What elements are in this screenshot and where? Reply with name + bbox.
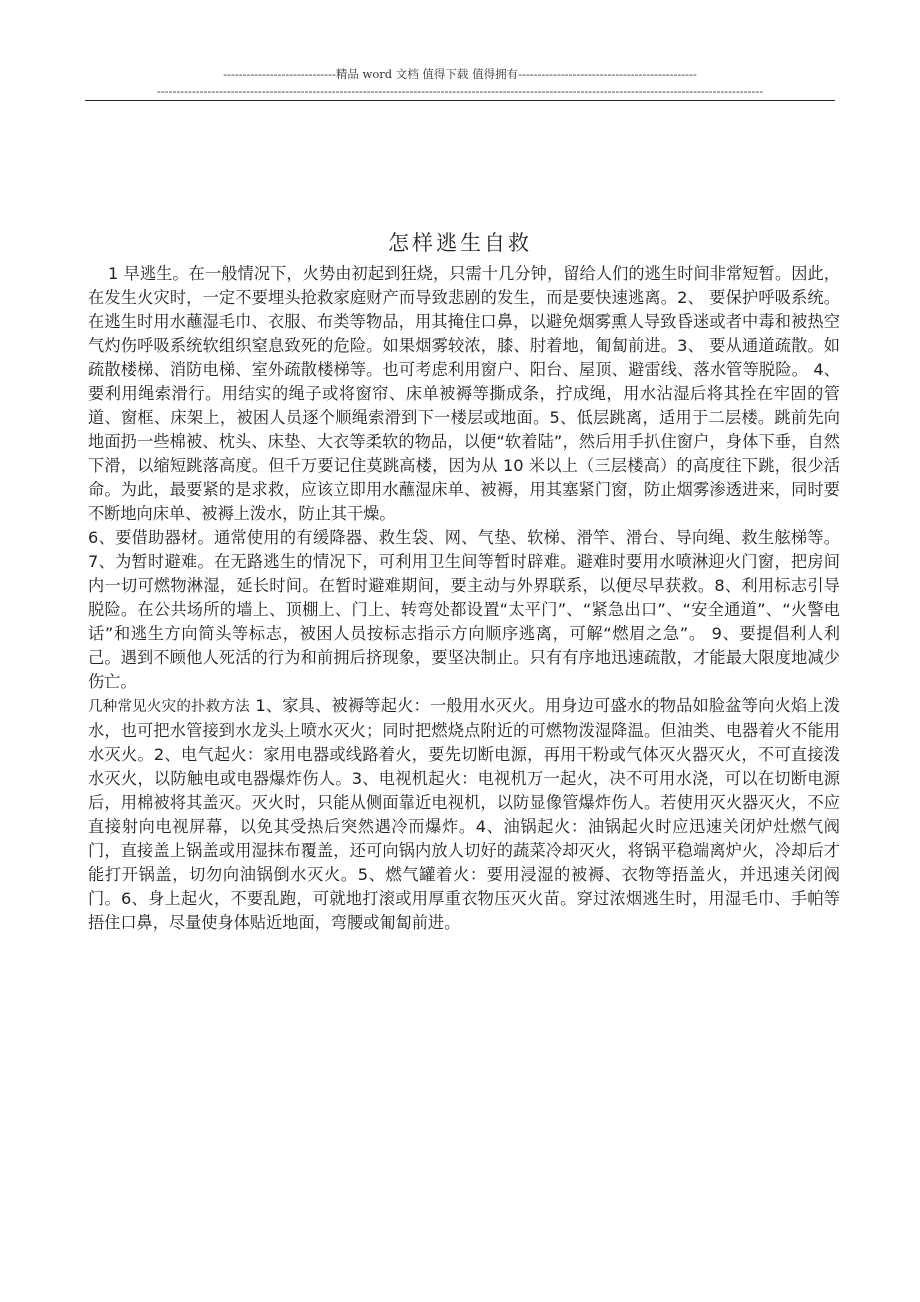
paragraph-fire-fighting bbox=[88, 694, 840, 935]
paragraph-escape-tips-continued: 6、要借助器材。通常使用的有缓降器、救生袋、网、气垫、软梯、滑竿、滑台、导向绳、救生舷梯等。 7、为暂时避难。在无路逃生的情况下，可利用卫生间等暂时辟难。避难时要用水喷淋迎火门窗，把房间内一切可燃物淋湿，延长时间。在暂时避难期间，要主动与外界联系，以便尽早获救。8、利用标志引导脱险。在公共场所的墙上、顶棚上、门上、转弯处都设置“太平门”、“紧急出口”、“安全通道”、“火警电话”和逃生方向简头等标志，被困人员按标志指示方向顺序逃离，可解“燃眉之急”。 9、要提倡利人利己。遇到不顾他人死活的行为和前拥后挤现象，要坚决制止。只有有序地迅速疏散，才能最大限度地减少伤亡。 bbox=[88, 528, 840, 691]
header-rule bbox=[85, 100, 835, 101]
page-header-banner: -----------------------------精品 word 文档 值得下载 值得拥有---------------------------------------------- bbox=[223, 67, 697, 81]
document-title: 怎样逃生自救 bbox=[388, 231, 532, 255]
section-lead: 几种常见火灾的扑救方法 bbox=[88, 699, 250, 715]
document-body bbox=[88, 262, 840, 935]
page-header-dashes: ------------------------------------------------------------------------------------------------------------------------------------------------------------ bbox=[156, 84, 764, 98]
fire-fighting-text: 1、家具、被褥等起火：一般用水灭火。用身边可盛水的物品如脸盆等向火焰上泼水，也可把水管接到水龙头上喷水灭火；同时把燃烧点附近的可燃物泼湿降温。但油类、电器着火不能用水灭火。2、电气起火：家用电器或线路着火，要先切断电源，再用干粉或气体灭火器灭火，不可直接泼水灭火，以防触电或电器爆炸伤人。3、电视机起火：电视机万一起火，决不可用水浇，可以在切断电源后，用棉被将其盖灭。灭火时，只能从侧面靠近电视机，以防显像管爆炸伤人。若使用灭火器灭火，不应直接射向电视屏幕，以免其受热后突然遇冷而爆炸。4、油锅起火：油锅起火时应迅速关闭炉灶燃气阀门，直接盖上锅盖或用湿抹布覆盖，还可向锅内放人切好的蔬菜冷却灭火，将锅平稳端离炉火，冷却后才能打开锅盖，切勿向油锅倒水灭火。5、燃气罐着火：要用浸湿的被褥、衣物等捂盖火，并迅速关闭阀门。6、身上起火，不要乱跑，可就地打滚或用厚重衣物压灭火苗。穿过浓烟逃生时，用湿毛巾、手帕等捂住口鼻，尽量使身体贴近地面，弯腰或匍匐前进。 bbox=[88, 696, 840, 932]
paragraph-escape-tips: 1 早逃生。在一般情况下，火势由初起到狂烧，只需十几分钟，留给人们的逃生时间非常短暂。因此，在发生火灾时，一定不要埋头抢救家庭财产而导致悲剧的发生，而是要快速逃离。2、 要保护呼吸系统。 在逃生时用水蘸湿毛巾、衣服、布类等物品，用其掩住口鼻，以避免烟雾熏人导致昏迷或者中毒和被热空气灼伤呼吸系统软组织窒息致死的危险。如果烟雾较浓，膝、肘着地，匍匐前进。3、 要从通道疏散。如疏散楼梯、消防电梯、室外疏散楼梯等。也可考虑利用窗户、阳台、屋顶、避雷线、落水管等脱险。 4、要利用绳索滑行。用结实的绳子或将窗帘、床单被褥等撕成条，拧成绳，用水沾湿后将其拴在牢固的管道、窗框、床架上，被困人员逐个顺绳索滑到下一楼层或地面。5、低层跳离，适用于二层楼。跳前先向地面扔一些棉被、枕头、床垫、大衣等柔软的物品，以便“软着陆”，然后用手扒住窗户，身体下垂，自然下滑，以缩短跳落高度。但千万要记住莫跳高楼，因为从 10 米以上（三层楼高）的高度往下跳，很少活命。为此，最要紧的是求救，应该立即用水蘸湿床单、被褥，用其塞紧门窗，防止烟雾渗透进来，同时要不断地向床单、被褥上泼水，防止其干燥。 bbox=[88, 264, 840, 523]
